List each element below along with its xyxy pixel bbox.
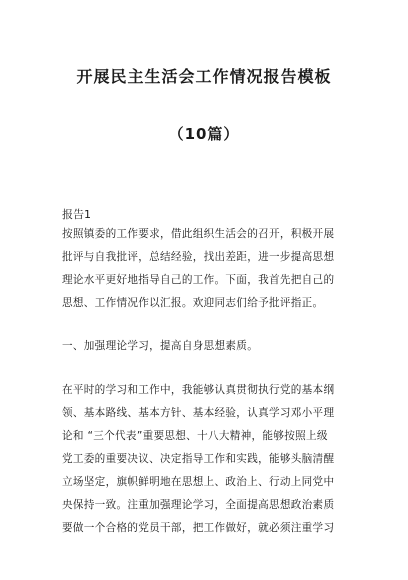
report-label: 报告1	[62, 208, 91, 221]
section-heading: 一、加强理论学习，提高自身思想素质。	[62, 340, 259, 352]
paragraph-line: 党工委的重要决议、决定指导工作和实践，能够头脑清醒	[62, 453, 335, 465]
paragraph-line: 领、基本路线、基本方针、基本经验，认真学习邓小平理	[62, 407, 335, 419]
paragraph-line: 批评与自我批评，总结经验，找出差距，进一步提高思想	[62, 251, 335, 263]
document-title: 开展民主生活会工作情况报告模板	[76, 67, 332, 86]
paragraph-line: 央保持一致。注重加强理论学习，全面提高思想政治素质	[62, 499, 335, 511]
paragraph-line: 理论水平更好地指导自己的工作。下面，我首先把自己的	[62, 274, 335, 286]
paragraph-line: 在平时的学习和工作中，我能够认真贯彻执行党的基本纲	[62, 384, 335, 396]
paragraph-line: 论和 “三个代表”重要思想、十八大精神，能够按照上级	[62, 430, 328, 442]
document-subtitle: （10篇）	[168, 125, 240, 143]
paragraph-line: 立场坚定，旗帜鲜明地在思想上、政治上、行动上同党中	[62, 476, 335, 488]
paragraph-line: 按照镇委的工作要求，借此组织生活会的召开，积极开展	[62, 228, 335, 240]
paragraph-line: 思想、工作情况作以汇报。欢迎同志们给予批评指正。	[62, 297, 324, 309]
paragraph-line: 要做一个合格的党员干部，把工作做好，就必须注重学习	[62, 522, 335, 534]
